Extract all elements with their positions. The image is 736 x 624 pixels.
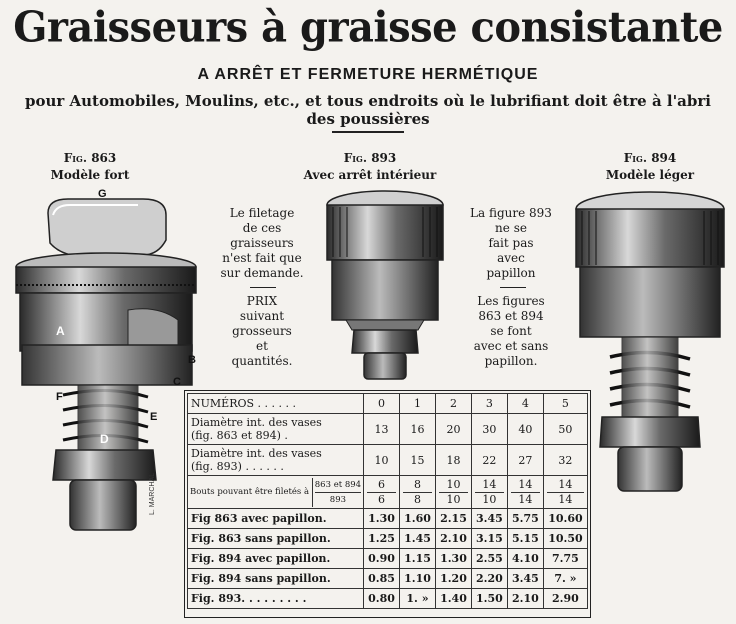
table-cell: 50	[543, 414, 587, 445]
table-cell: 10	[364, 445, 400, 476]
figure-863-number: Fig. 863	[63, 151, 117, 165]
figure-894-illustration	[570, 185, 730, 495]
table-cell: 14 10	[471, 476, 507, 509]
table-row-price-863-with	[188, 509, 588, 529]
note-line: 863 et 894	[478, 309, 544, 323]
table-cell: 5.15	[507, 529, 543, 549]
label-line: Diamètre int. des vases	[191, 447, 322, 460]
note-line: sur demande.	[220, 266, 304, 280]
note-line: fait pas	[488, 236, 534, 250]
table-cell: 3.15	[471, 529, 507, 549]
table-cell: 3.45	[471, 509, 507, 529]
label-b: B	[188, 354, 196, 366]
table-cell-label: Fig. 863 sans papillon.	[188, 529, 364, 549]
table-cell: 1.15	[400, 549, 436, 569]
label-line: Diamètre int. des vases	[191, 416, 322, 429]
table-cell: 2.10	[507, 589, 543, 609]
note-line: grosseurs	[232, 324, 292, 338]
table-cell-label: Fig. 894 sans papillon.	[188, 569, 364, 589]
table-cell-label	[188, 476, 364, 509]
table-cell: 1.30	[364, 509, 400, 529]
sub-label: 863 et 894	[315, 478, 361, 493]
table-cell-label	[188, 414, 364, 445]
note-price	[208, 294, 316, 369]
note-line: papillon.	[484, 354, 538, 368]
table-cell: 4	[507, 394, 543, 414]
table-cell-label: Fig. 893. . . . . . . . .	[188, 589, 364, 609]
figure-893-number: Fig. 893	[343, 151, 397, 165]
table-cell: 2	[435, 394, 471, 414]
divider	[332, 131, 404, 133]
table-cell: 8 8	[400, 476, 436, 509]
table-cell: 40	[507, 414, 543, 445]
table-cell: 18	[435, 445, 471, 476]
table-cell: 2.90	[543, 589, 587, 609]
table-cell: 22	[471, 445, 507, 476]
table-cell: 1.20	[435, 569, 471, 589]
note-line: La figure 893	[470, 206, 552, 220]
table-cell: 2.55	[471, 549, 507, 569]
label-g: G	[98, 188, 107, 200]
label-line: (fig. 893) . . . . . .	[191, 460, 284, 473]
figure-893-caption	[295, 150, 445, 184]
table-cell: 1.30	[435, 549, 471, 569]
figure-894-number: Fig. 894	[623, 151, 677, 165]
price-table	[187, 393, 588, 609]
note-line: quantités.	[231, 354, 293, 368]
table-row-diameter-863-894	[188, 414, 588, 445]
note-line: suivant	[239, 309, 285, 323]
note-line: PRIX	[246, 294, 278, 308]
table-row-price-893	[188, 589, 588, 609]
table-cell-label	[188, 445, 364, 476]
note-variants	[455, 294, 567, 369]
table-cell: 1.60	[400, 509, 436, 529]
table-cell: 2.20	[471, 569, 507, 589]
table-row-price-894-with	[188, 549, 588, 569]
table-cell: 1. »	[400, 589, 436, 609]
table-cell: 30	[471, 414, 507, 445]
page-subtitle: A ARRÊT ET FERMETURE HERMÉTIQUE	[197, 66, 539, 83]
table-row-threaded-ends	[188, 476, 588, 509]
label-d: D	[100, 432, 109, 446]
figure-863-caption	[20, 150, 160, 184]
figure-863-title: Modèle fort	[50, 168, 130, 182]
note-line: Les figures	[477, 294, 545, 308]
table-cell: 3	[471, 394, 507, 414]
table-cell-label: NUMÉROS . . . . . .	[188, 394, 364, 414]
table-cell: 5	[543, 394, 587, 414]
table-cell: 0.85	[364, 569, 400, 589]
note-threading	[208, 206, 316, 281]
table-cell: 16	[400, 414, 436, 445]
note-line: de ces	[242, 221, 282, 235]
table-cell: 5.75	[507, 509, 543, 529]
table-cell: 2.15	[435, 509, 471, 529]
figure-894-caption	[585, 150, 715, 184]
sub-label: 893	[329, 494, 347, 505]
page-title: Graisseurs à graisse consistante	[13, 2, 723, 53]
page-description: pour Automobiles, Moulins, etc., et tous endroits où le lubrifiant doit être à l'abri des poussières	[24, 92, 711, 128]
table-cell: 14 14	[543, 476, 587, 509]
table-cell: 1.10	[400, 569, 436, 589]
label-line: Bouts pouvant être filetés à	[190, 487, 310, 497]
table-cell: 14 14	[507, 476, 543, 509]
table-cell: 10.50	[543, 529, 587, 549]
table-cell: 15	[400, 445, 436, 476]
note-line: graisseurs	[230, 236, 294, 250]
label-c: C	[173, 376, 181, 388]
table-cell: 0	[364, 394, 400, 414]
note-divider	[500, 287, 526, 288]
table-cell: 1.40	[435, 589, 471, 609]
label-e: E	[150, 411, 158, 423]
table-cell: 10.60	[543, 509, 587, 529]
table-cell-label: Fig 863 avec papillon.	[188, 509, 364, 529]
note-divider	[250, 287, 276, 288]
note-line: papillon	[486, 266, 536, 280]
note-line: avec et sans	[473, 339, 549, 353]
table-cell: 7. »	[543, 569, 587, 589]
table-cell: 13	[364, 414, 400, 445]
table-cell: 3.45	[507, 569, 543, 589]
figure-894-title: Modèle léger	[605, 168, 695, 182]
table-cell-label: Fig. 894 avec papillon.	[188, 549, 364, 569]
table-row-diameter-893	[188, 445, 588, 476]
table-cell: 0.80	[364, 589, 400, 609]
note-line: ne se	[495, 221, 527, 235]
table-cell: 10 10	[435, 476, 471, 509]
table-cell: 20	[435, 414, 471, 445]
engraver-signature: L. MARCHAL	[149, 472, 156, 515]
table-cell: 4.10	[507, 549, 543, 569]
label-line: (fig. 863 et 894) .	[191, 429, 288, 442]
figure-893-illustration	[318, 185, 453, 385]
note-line: Le filetage	[229, 206, 295, 220]
table-cell: 32	[543, 445, 587, 476]
table-cell: 27	[507, 445, 543, 476]
note-line: n'est fait que	[222, 251, 302, 265]
label-f: F	[56, 391, 63, 403]
table-cell: 0.90	[364, 549, 400, 569]
table-cell: 6 6	[364, 476, 400, 509]
note-no-butterfly	[455, 206, 567, 281]
note-line: avec	[497, 251, 525, 265]
table-row-price-894-without	[188, 569, 588, 589]
table-row-numeros	[188, 394, 588, 414]
table-cell: 2.10	[435, 529, 471, 549]
note-line: et	[256, 339, 268, 353]
table-cell: 7.75	[543, 549, 587, 569]
label-a: A	[56, 324, 65, 338]
table-cell: 1	[400, 394, 436, 414]
table-cell: 1.45	[400, 529, 436, 549]
table-cell: 1.50	[471, 589, 507, 609]
note-line: se font	[490, 324, 532, 338]
figure-863-illustration	[8, 185, 198, 535]
figure-893-title: Avec arrêt intérieur	[303, 168, 437, 182]
table-cell: 1.25	[364, 529, 400, 549]
table-row-price-863-without	[188, 529, 588, 549]
